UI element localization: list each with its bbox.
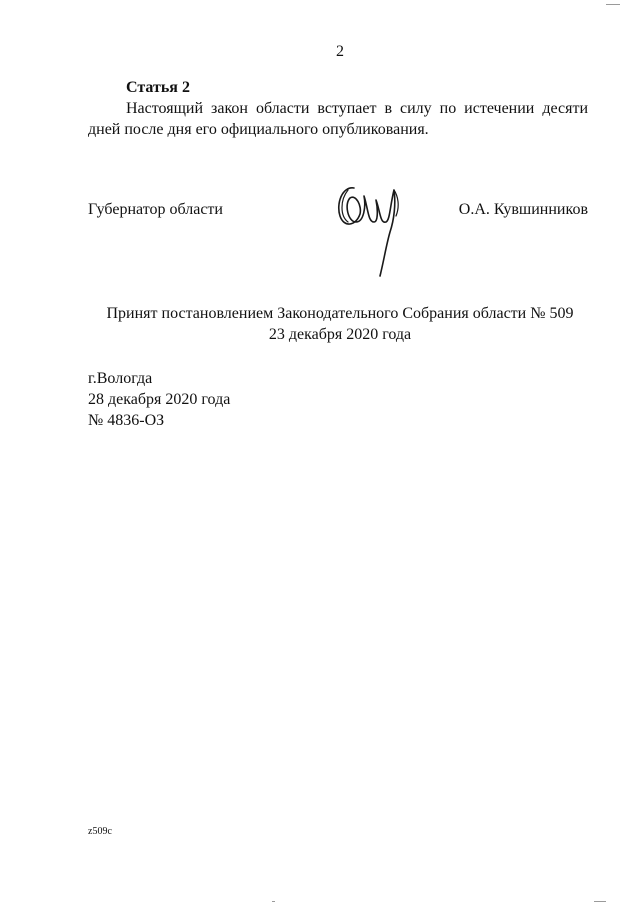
handwritten-signature: [334, 176, 414, 288]
scan-artifact-top: [606, 4, 620, 5]
article-title: Статья 2: [126, 79, 190, 96]
scan-artifact-bottom-right: [594, 901, 606, 902]
adoption-date: 23 декабря 2020 года: [268, 326, 412, 343]
place-city: г.Вологда: [88, 370, 153, 387]
signing-date: 28 декабря 2020 года: [88, 391, 231, 408]
adoption-block: [0, 303, 640, 345]
law-number: № 4836-ОЗ: [88, 412, 165, 429]
page-number: 2: [336, 43, 344, 60]
article-body-text: Настоящий закон области вступает в силу по истечении десяти дней после дня его официального опубликования.: [88, 100, 588, 138]
governor-position: Губернатор области: [88, 201, 223, 218]
scan-artifact-bottom-center: [272, 901, 275, 902]
governor-name: О.А. Кувшинников: [458, 201, 588, 218]
document-code: z509c: [88, 826, 112, 837]
place-date-block: [88, 368, 230, 431]
article-body-paragraph: [88, 98, 588, 140]
adoption-line: Принят постановлением Законодательного Собрания области № 509: [106, 305, 574, 322]
